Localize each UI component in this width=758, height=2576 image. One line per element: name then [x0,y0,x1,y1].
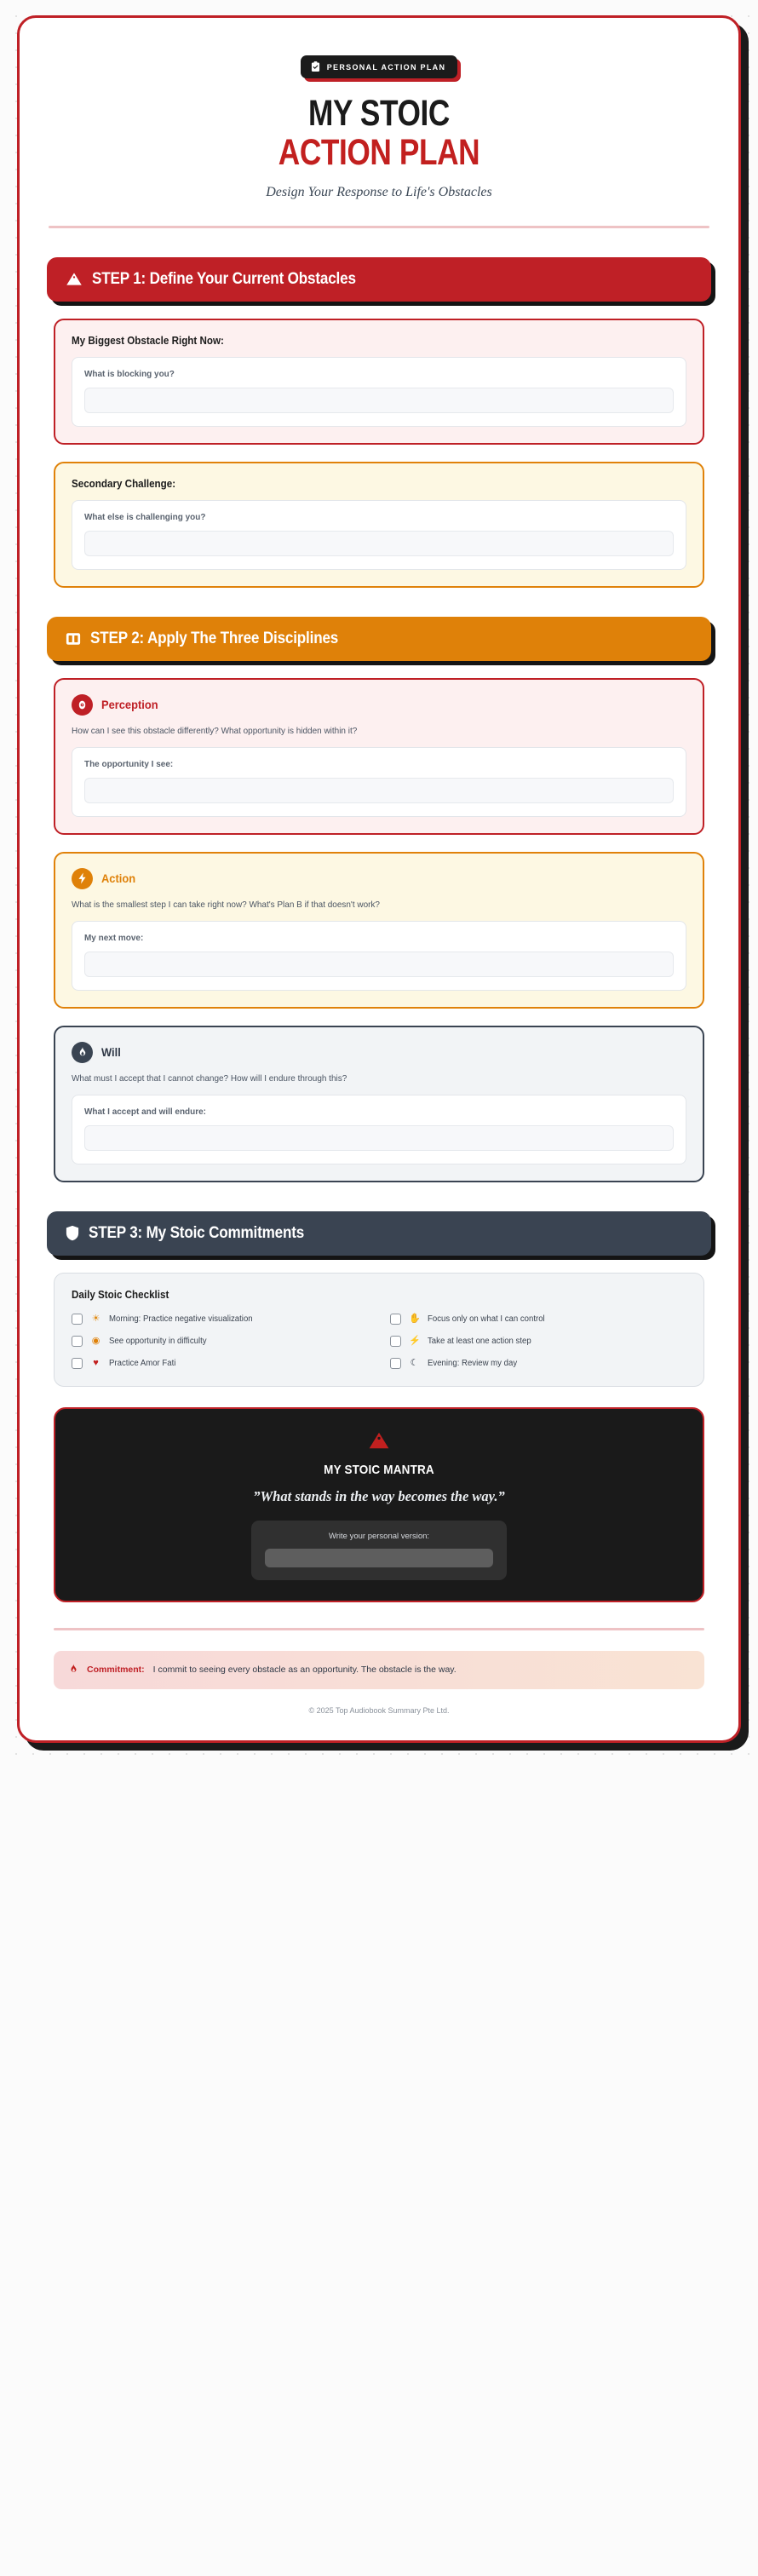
biggest-obstacle-panel [72,357,686,427]
badge-label: PERSONAL ACTION PLAN [326,62,446,72]
perception-panel [72,747,686,817]
page-title-line1: MY STOIC [308,93,450,134]
checklist-item-label: Take at least one action step [428,1336,531,1346]
flame-icon [72,1042,93,1063]
will-field-label: What I accept and will endure: [84,1106,207,1117]
perception-input[interactable] [84,778,674,803]
checklist-title: Daily Stoic Checklist [72,1288,169,1301]
step-1-title: STEP 1: Define Your Current Obstacles [92,269,356,288]
checkbox-evening-review[interactable] [390,1358,401,1369]
checklist-item-label: Morning: Practice negative visualization [109,1314,253,1324]
secondary-challenge-label: What else is challenging you? [84,511,206,522]
perception-header [72,694,686,716]
checkbox-see-opportunity[interactable] [72,1336,83,1347]
bolt-icon: ⚡ [409,1335,421,1346]
checklist-item[interactable] [72,1336,368,1347]
mountain-icon [74,1431,684,1454]
clipboard-check-icon [311,61,320,72]
bolt-icon [72,868,93,889]
footer-divider [54,1628,704,1630]
action-header [72,868,686,889]
checklist-item[interactable] [390,1314,686,1325]
discipline-action-card [54,852,704,1009]
action-panel [72,921,686,991]
page-title-line2: ACTION PLAN [278,132,480,174]
discipline-perception-card [54,678,704,835]
commitment-label: Commitment: [87,1665,145,1676]
checklist-item-label: Focus only on what I can control [428,1314,545,1324]
biggest-obstacle-input[interactable] [84,388,674,413]
hand-icon: ✋ [409,1313,421,1324]
stoic-mantra-card [54,1407,704,1602]
step-3-header [47,1211,711,1256]
daily-stoic-checklist-card [54,1273,704,1387]
header-divider [49,226,709,228]
eye-icon: ◉ [91,1335,100,1346]
step-3-title: STEP 3: My Stoic Commitments [89,1223,305,1242]
personal-action-plan-badge [301,55,458,78]
checkbox-focus-control[interactable] [390,1314,401,1325]
mantra-input[interactable] [265,1549,493,1567]
step-2-header [47,617,711,661]
checklist-item[interactable] [72,1314,368,1325]
perception-field-label: The opportunity I see: [84,758,174,769]
secondary-challenge-panel [72,500,686,570]
flame-icon [69,1663,78,1677]
action-prompt: What is the smallest step I can take right now? What's Plan B if that doesn't work? [72,899,380,910]
step-1-header [47,257,711,302]
heart-icon: ♥ [93,1357,99,1368]
page-subtitle: Design Your Response to Life's Obstacles [266,184,492,199]
checklist-item[interactable] [390,1336,686,1347]
perception-name: Perception [101,698,158,712]
action-plan-page [17,15,741,1743]
commitment-banner [54,1651,704,1689]
mantra-quote: ”What stands in the way becomes the way.” [253,1487,505,1504]
mantra-heading: MY STOIC MANTRA [324,1462,434,1477]
moon-icon: ☾ [410,1357,419,1368]
checklist-item[interactable] [390,1358,686,1369]
mantra-panel-label: Write your personal version: [328,1531,430,1541]
perception-prompt: How can I see this obstacle differently? What opportunity is hidden within it? [72,725,358,736]
discipline-will-card [54,1026,704,1182]
secondary-challenge-input[interactable] [84,531,674,556]
eye-icon [72,694,93,716]
checklist-item-label: Evening: Review my day [428,1358,518,1368]
will-panel [72,1095,686,1164]
action-field-label: My next move: [84,932,144,943]
secondary-challenge-title: Secondary Challenge: [72,477,176,490]
biggest-obstacle-card [54,319,704,445]
checkbox-morning-visualization[interactable] [72,1314,83,1325]
checkbox-one-action-step[interactable] [390,1336,401,1347]
checkbox-amor-fati[interactable] [72,1358,83,1369]
action-input[interactable] [84,952,674,977]
biggest-obstacle-label: What is blocking you? [84,368,175,379]
page-header [42,38,716,204]
action-name: Action [101,871,136,886]
secondary-challenge-card [54,462,704,588]
copyright: © 2025 Top Audiobook Summary Pte Ltd. [308,1705,450,1715]
commitment-text: I commit to seeing every obstacle as an opportunity. The obstacle is the way. [152,1665,457,1676]
sun-icon: ☀ [91,1313,100,1324]
checklist-item-label: See opportunity in difficulty [109,1336,207,1346]
will-header [72,1042,686,1063]
mountain-icon [66,272,83,286]
biggest-obstacle-title: My Biggest Obstacle Right Now: [72,334,224,347]
shield-icon [66,1225,79,1241]
checklist-grid [72,1314,686,1369]
checklist-item[interactable] [72,1358,368,1369]
will-name: Will [101,1045,121,1060]
checklist-item-label: Practice Amor Fati [109,1358,176,1368]
will-input[interactable] [84,1125,674,1151]
step-2-title: STEP 2: Apply The Three Disciplines [90,629,339,647]
mantra-panel [251,1521,507,1580]
will-prompt: What must I accept that I cannot change? How will I endure through this? [72,1072,347,1084]
book-columns-icon [66,631,81,647]
